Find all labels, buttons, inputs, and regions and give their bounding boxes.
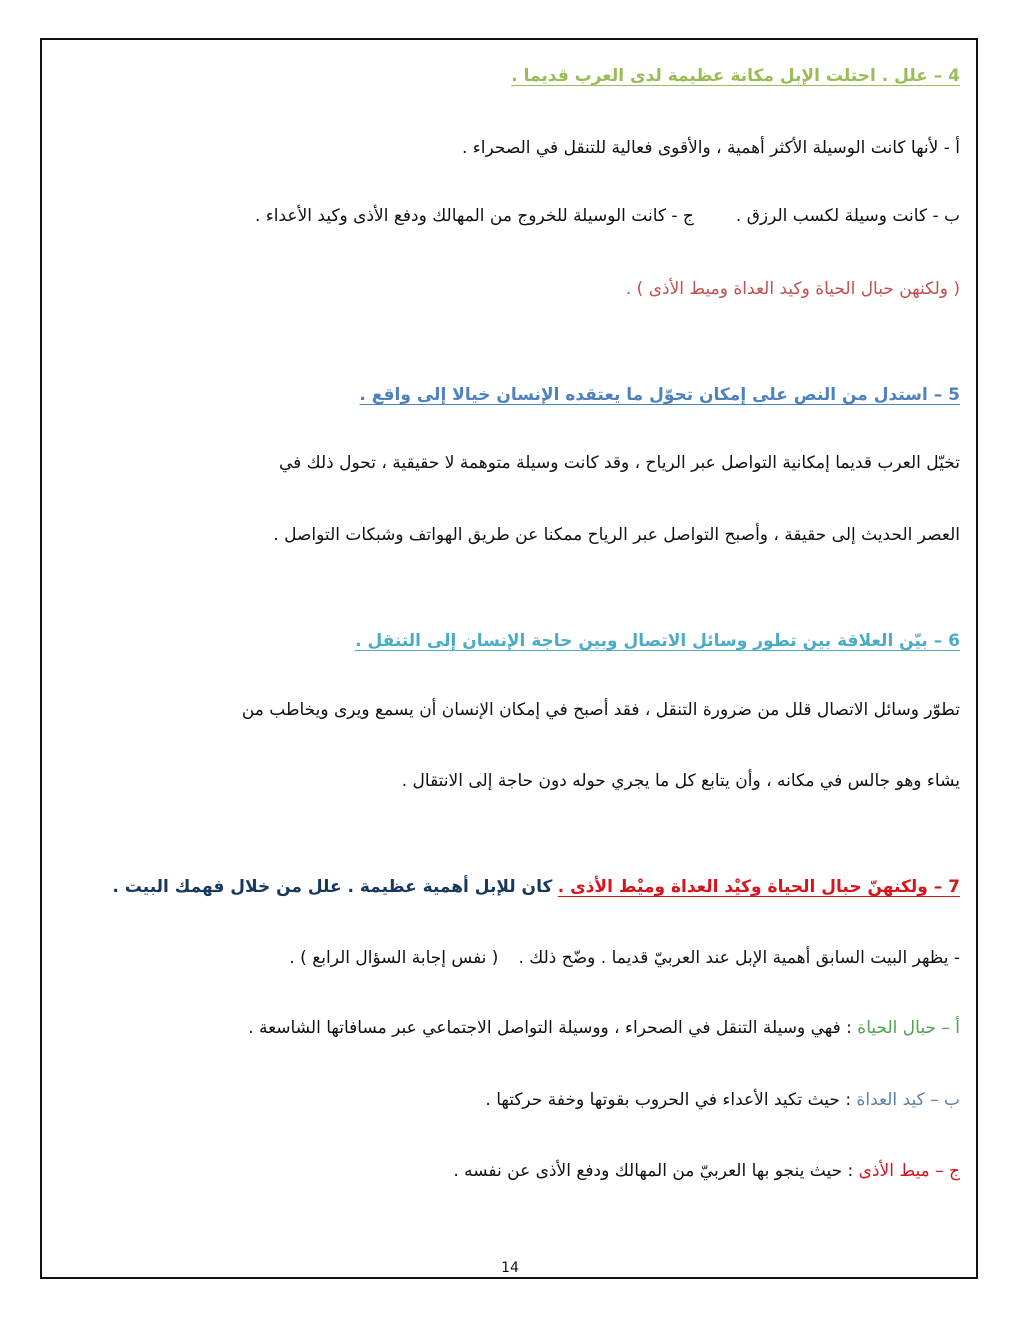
q7-intro: - يظهر البيت السابق أهمية الإبل عند العربيّ قديما . وضّح ذلك . [518, 948, 960, 968]
q7-heading-verse: 7 – ولكنهنّ حبال الحياة وكيْد العداة وميْط الأذى . [557, 877, 960, 897]
page-number: 14 [501, 1260, 519, 1276]
q6-heading: 6 – بيّن العلاقة بين تطور وسائل الاتصال وبين حاجة الإنسان إلى التنقل . [355, 631, 960, 651]
q7-answer-a [248, 1016, 960, 1040]
q5-heading: 5 – استدل من النص على إمكان تحوّل ما يعتقده الإنسان خيالا إلى واقع . [359, 385, 960, 405]
q4-quote: ( ولكنهن حبال الحياة وكيد العداة وميط الأذى ) . [625, 279, 960, 299]
q7-label-a: أ – حبال الحياة [857, 1018, 960, 1038]
q7-answer-c [453, 1159, 960, 1183]
q4-heading: 4 – علل . احتلت الإبل مكانة عظيمة لدى العرب قديما . [511, 66, 960, 86]
q7-label-c: ج – ميط الأذى [858, 1161, 960, 1181]
q7-heading-question: كان للإبل أهمية عظيمة . علل من خلال فهمك البيت . [112, 877, 553, 897]
q4-answer-c: ج - كانت الوسيلة للخروج من المهالك ودفع الأذى وكيد الأعداء . [254, 206, 694, 226]
q7-intro-note: ( نفس إجابة السؤال الرابع ) . [289, 948, 499, 968]
q7-intro-row [289, 946, 960, 970]
q5-line-2: العصر الحديث إلى حقيقة ، وأصبح التواصل عبر الرياح ممكنا عن طريق الهواتف وشبكات التواصل . [273, 525, 960, 545]
q4-answer-a: أ - لأنها كانت الوسيلة الأكثر أهمية ، والأقوى فعالية للتنقل في الصحراء . [461, 138, 960, 158]
q7-text-c: : حيث ينجو بها العربيّ من المهالك ودفع الأذى عن نفسه . [453, 1161, 854, 1181]
q7-answer-b [485, 1088, 960, 1112]
q6-line-2: يشاء وهو جالس في مكانه ، وأن يتابع كل ما يجري حوله دون حاجة إلى الانتقال . [401, 771, 960, 791]
q7-text-b: : حيث تكيد الأعداء في الحروب بقوتها وخفة حركتها . [485, 1090, 852, 1110]
q7-text-a: : فهي وسيلة التنقل في الصحراء ، ووسيلة التواصل الاجتماعي عبر مسافاتها الشاسعة . [248, 1018, 852, 1038]
q7-label-b: ب – كيد العداة [856, 1090, 960, 1110]
q4-answer-b: ب - كانت وسيلة لكسب الرزق . [735, 206, 960, 226]
q5-line-1: تخيّل العرب قديما إمكانية التواصل عبر الرياح ، وقد كانت وسيلة متوهمة لا حقيقية ، تحول ذلك في [278, 453, 960, 473]
q6-line-1: تطوّر وسائل الاتصال قلل من ضرورة التنقل ، فقد أصبح في إمكان الإنسان أن يسمع ويرى ويخاطب من [241, 700, 960, 720]
q4-answers-row [255, 204, 960, 228]
q7-heading [112, 875, 960, 899]
